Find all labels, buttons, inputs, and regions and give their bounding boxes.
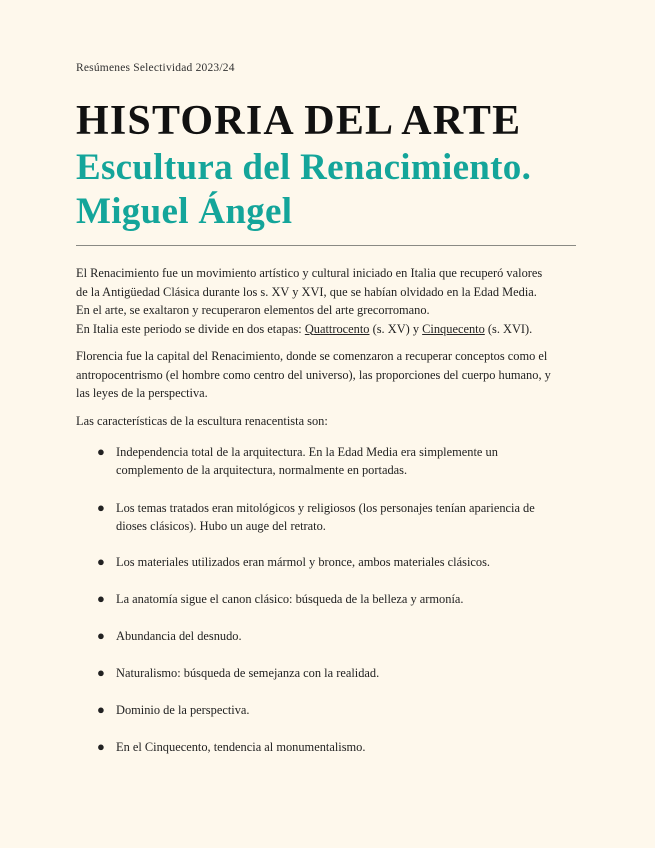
list-item bbox=[97, 499, 566, 535]
bullet-icon: ● bbox=[97, 702, 105, 717]
intro-p1-line-4-mid: (s. XV) y bbox=[369, 321, 423, 336]
list-item bbox=[97, 738, 566, 756]
intro-p2-line-2: antropocentrismo (el hombre como centro del universo), las proporciones del cuerpo humano, y bbox=[76, 367, 551, 382]
term-quattrocento: Quattrocento bbox=[304, 321, 370, 336]
list-item-line-1: Independencia total de la arquitectura. En la Edad Media era simplemente un bbox=[116, 445, 498, 459]
list-item bbox=[97, 701, 566, 719]
list-item-line-1: La anatomía sigue el canon clásico: búsqueda de la belleza y armonía. bbox=[116, 592, 464, 606]
list-item-line-1: Los temas tratados eran mitológicos y religiosos (los personajes tenían apariencia de bbox=[116, 501, 535, 515]
list-item-line-1: En el Cinquecento, tendencia al monumentalismo. bbox=[116, 740, 366, 754]
intro-p1-line-4-pre: En Italia este periodo se divide en dos etapas: bbox=[76, 321, 305, 336]
bullet-icon: ● bbox=[97, 444, 105, 459]
intro-section bbox=[76, 264, 580, 439]
list-item-line-1: Dominio de la perspectiva. bbox=[116, 703, 250, 717]
intro-p1-line-1: El Renacimiento fue un movimiento artístico y cultural iniciado en Italia que recuperó valores bbox=[76, 266, 543, 280]
bullet-icon: ● bbox=[97, 591, 105, 606]
list-item bbox=[97, 627, 566, 645]
bullet-icon: ● bbox=[97, 554, 105, 569]
page-subtitle bbox=[76, 146, 531, 234]
subtitle-line-1: Escultura del Renacimiento. bbox=[76, 147, 532, 188]
intro-p1-line-2: de la Antigüedad Clásica durante los s. XV y XVI, que se habían olvidado en la Edad Media. bbox=[76, 284, 537, 299]
subtitle-line-2: Miguel Ángel bbox=[76, 191, 293, 232]
list-item bbox=[97, 443, 566, 479]
list-item-line-1: Abundancia del desnudo. bbox=[116, 629, 242, 643]
list-item-line-2: dioses clásicos). Hubo un auge del retrato. bbox=[116, 519, 326, 533]
intro-p1-line-4-post: (s. XVI). bbox=[484, 321, 533, 336]
list-item-line-2: complemento de la arquitectura, normalmente en portadas. bbox=[116, 463, 408, 477]
page-title: HISTORIA DEL ARTE bbox=[76, 98, 522, 144]
title-divider bbox=[76, 245, 576, 246]
list-item bbox=[97, 590, 566, 608]
intro-p2-line-3: las leyes de la perspectiva. bbox=[76, 386, 208, 400]
list-item-line-1: Naturalismo: búsqueda de semejanza con la realidad. bbox=[116, 666, 380, 680]
intro-paragraph-2 bbox=[76, 347, 580, 403]
list-item bbox=[97, 553, 566, 571]
intro-p1-line-3: En el arte, se exaltaron y recuperaron elementos del arte grecorromano. bbox=[76, 303, 430, 317]
bullet-icon: ● bbox=[97, 739, 105, 754]
intro-p2-line-1: Florencia fue la capital del Renacimiento, donde se comenzaron a recuperar conceptos como el bbox=[76, 349, 548, 363]
bullet-icon: ● bbox=[97, 500, 105, 515]
list-item bbox=[97, 664, 566, 682]
list-item-line-1: Los materiales utilizados eran mármol y bronce, ambos materiales clásicos. bbox=[116, 555, 490, 569]
bullet-icon: ● bbox=[97, 665, 105, 680]
intro-p1-line-4 bbox=[76, 320, 580, 339]
term-cinquecento: Cinquecento bbox=[422, 321, 485, 336]
intro-paragraph-3: Las características de la escultura renacentista son: bbox=[76, 413, 328, 428]
bullet-icon: ● bbox=[97, 628, 105, 643]
header-label: Resúmenes Selectividad 2023/24 bbox=[76, 62, 235, 74]
intro-paragraph-1 bbox=[76, 264, 580, 338]
